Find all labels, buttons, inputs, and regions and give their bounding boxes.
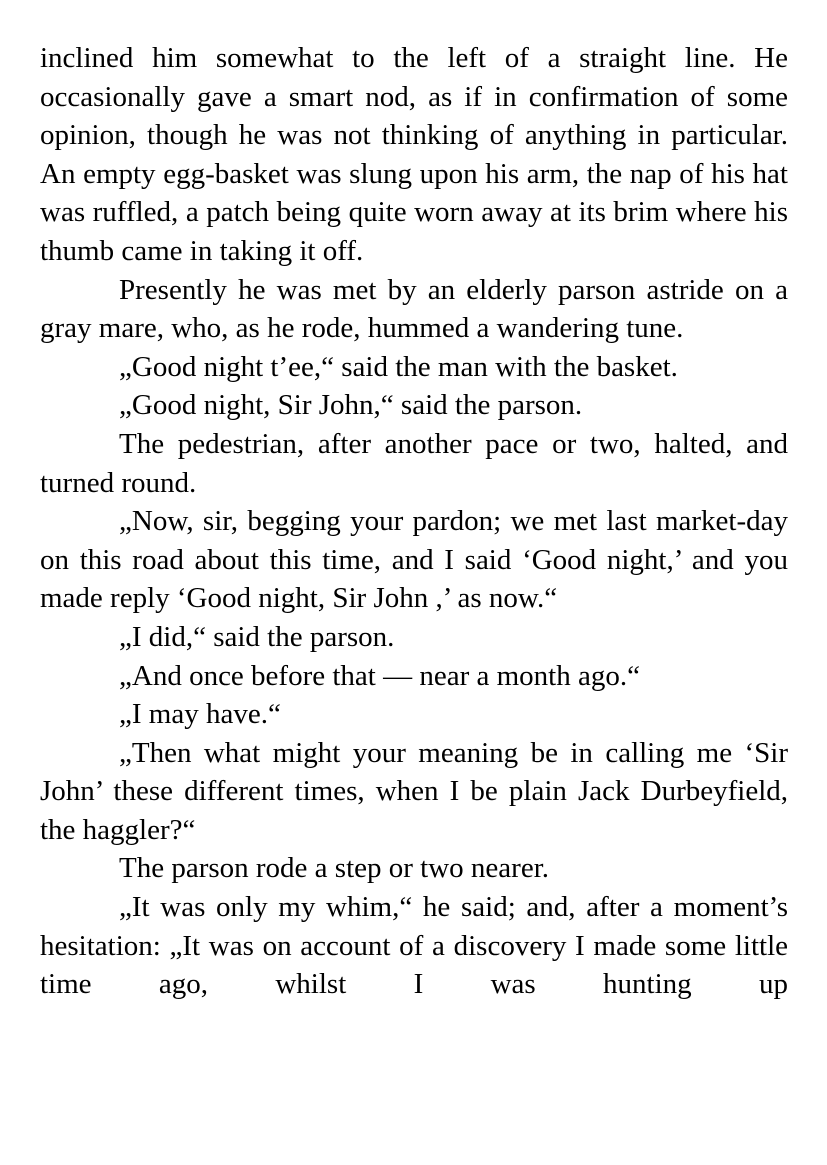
paragraph-2: Presently he was met by an elderly parson astride on a gray mare, who, as he rode, hummed a wandering tune. xyxy=(40,273,788,345)
paragraph-6: „Now, sir, begging your pardon; we met last market-day on this road about this time, and I said ‘Good night,’ and you made reply ‘Good night, Sir John ,’ as now.“ xyxy=(40,505,788,615)
paragraph-11: The parson rode a step or two nearer. xyxy=(119,852,550,885)
paragraph-10: „Then what might your meaning be in calling me ‘Sir John’ these different times, when I be plain Jack Durbeyfield, the haggler?“ xyxy=(40,736,788,846)
paragraph-7: „I did,“ said the parson. xyxy=(119,620,395,653)
paragraph-5: The pedestrian, after another pace or two, halted, and turned round. xyxy=(40,427,788,499)
paragraph-1: inclined him somewhat to the left of a straight line. He occasionally gave a smart nod, as if in confirmation of some opinion, though he was not thinking of anything in particular. An empty egg-basket was slung upon his arm, the nap of his hat was ruffled, a patch being quite worn away at its brim where his thumb came in taking it off. xyxy=(40,42,788,267)
paragraph-4: „Good night, Sir John,“ said the parson. xyxy=(119,389,583,422)
paragraph-3: „Good night t’ee,“ said the man with the basket. xyxy=(119,350,678,383)
paragraph-12: „It was only my whim,“ he said; and, after a moment’s hesitation: „It was on account of a discovery I made some little time ago, whilst I was hunting up xyxy=(40,891,788,1001)
paragraph-9: „I may have.“ xyxy=(119,698,281,731)
page-text xyxy=(40,39,788,1004)
paragraph-8: „And once before that — near a month ago.“ xyxy=(119,659,640,692)
